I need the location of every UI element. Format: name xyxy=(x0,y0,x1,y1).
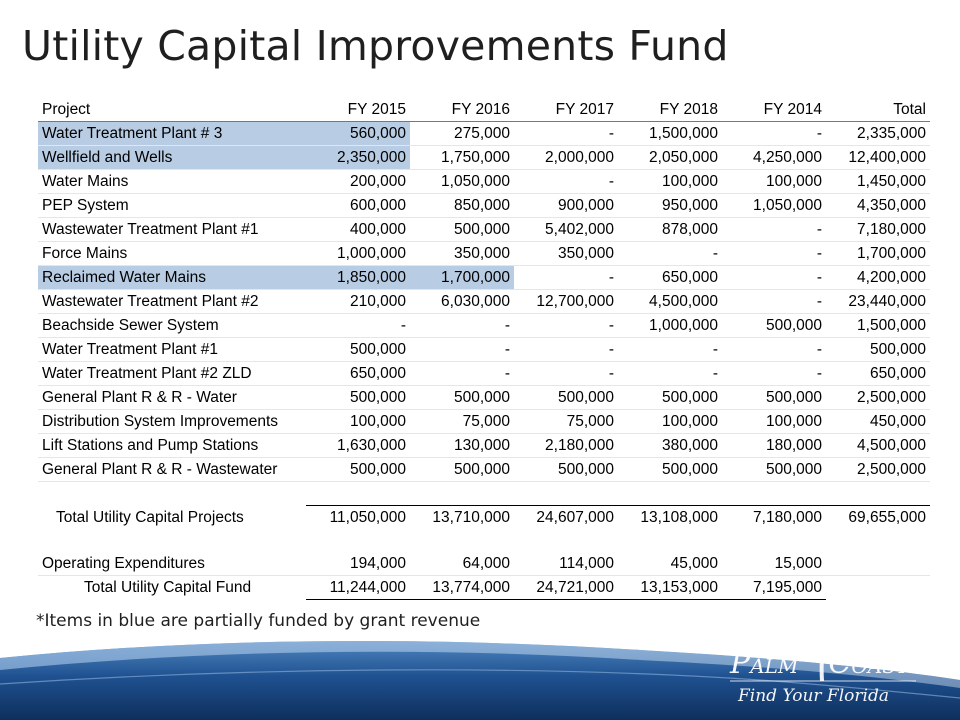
project-name: Water Mains xyxy=(38,170,306,194)
project-value-total: 500,000 xyxy=(826,338,930,362)
project-value-fy-2014: - xyxy=(722,266,826,290)
project-value-fy-2017: 900,000 xyxy=(514,194,618,218)
project-value-fy-2017: - xyxy=(514,122,618,146)
total-projects-label: Total Utility Capital Projects xyxy=(56,508,244,526)
col-header-fy2016: FY 2016 xyxy=(410,98,514,122)
operating-fy2015: 194,000 xyxy=(306,552,410,576)
palm-coast-logo xyxy=(716,585,936,715)
project-value-fy-2014: 500,000 xyxy=(722,458,826,482)
project-value-total: 1,450,000 xyxy=(826,170,930,194)
project-value-total: 7,180,000 xyxy=(826,218,930,242)
project-value-total: 1,700,000 xyxy=(826,242,930,266)
table-row xyxy=(38,362,930,386)
project-value-total: 1,500,000 xyxy=(826,314,930,338)
table-row xyxy=(38,434,930,458)
project-value-fy-2014: 180,000 xyxy=(722,434,826,458)
project-name: Distribution System Improvements xyxy=(38,410,306,434)
total-fund-fy2014: 7,195,000 xyxy=(722,576,826,600)
operating-fy2016: 64,000 xyxy=(410,552,514,576)
total-fund-fy2018: 13,153,000 xyxy=(618,576,722,600)
project-value-total: 12,400,000 xyxy=(826,146,930,170)
project-value-fy-2018: 100,000 xyxy=(618,170,722,194)
project-value-fy-2018: 1,000,000 xyxy=(618,314,722,338)
project-value-fy-2018: 2,050,000 xyxy=(618,146,722,170)
project-value-fy-2017: - xyxy=(514,362,618,386)
project-value-fy-2015: 500,000 xyxy=(306,386,410,410)
project-value-fy-2018: - xyxy=(618,338,722,362)
operating-fy2014: 15,000 xyxy=(722,552,826,576)
project-value-fy-2017: 5,402,000 xyxy=(514,218,618,242)
slide-title: Utility Capital Improvements Fund xyxy=(22,22,729,70)
project-value-fy-2017: 12,700,000 xyxy=(514,290,618,314)
project-value-total: 2,500,000 xyxy=(826,386,930,410)
project-value-fy-2014: - xyxy=(722,362,826,386)
project-value-fy-2014: 100,000 xyxy=(722,410,826,434)
spacer-row xyxy=(38,482,930,506)
project-value-fy-2015: - xyxy=(306,314,410,338)
project-value-fy-2015: 1,000,000 xyxy=(306,242,410,266)
table-row xyxy=(38,338,930,362)
project-value-fy-2018: 500,000 xyxy=(618,386,722,410)
project-value-fy-2016: 75,000 xyxy=(410,410,514,434)
table-row xyxy=(38,170,930,194)
total-projects-fy2015: 11,050,000 xyxy=(306,506,410,530)
project-value-fy-2015: 650,000 xyxy=(306,362,410,386)
project-value-fy-2017: 75,000 xyxy=(514,410,618,434)
project-value-fy-2014: 4,250,000 xyxy=(722,146,826,170)
project-value-fy-2018: - xyxy=(618,242,722,266)
project-value-fy-2016: - xyxy=(410,362,514,386)
total-projects-fy2014: 7,180,000 xyxy=(722,506,826,530)
operating-label: Operating Expenditures xyxy=(38,552,306,576)
total-fund-fy2016: 13,774,000 xyxy=(410,576,514,600)
project-value-fy-2015: 200,000 xyxy=(306,170,410,194)
grant-footnote: *Items in blue are partially funded by grant revenue xyxy=(36,611,481,631)
total-projects-row xyxy=(38,506,930,530)
project-value-fy-2014: - xyxy=(722,218,826,242)
project-value-fy-2017: 500,000 xyxy=(514,386,618,410)
table-row xyxy=(38,122,930,146)
project-value-fy-2015: 1,630,000 xyxy=(306,434,410,458)
project-value-fy-2015: 560,000 xyxy=(306,122,410,146)
project-name: Water Treatment Plant # 3 xyxy=(38,122,306,146)
project-value-fy-2016: 350,000 xyxy=(410,242,514,266)
header-row xyxy=(38,98,930,122)
project-value-total: 23,440,000 xyxy=(826,290,930,314)
project-value-fy-2015: 210,000 xyxy=(306,290,410,314)
col-header-project: Project xyxy=(38,98,306,122)
project-value-fy-2018: 380,000 xyxy=(618,434,722,458)
project-value-fy-2018: 500,000 xyxy=(618,458,722,482)
project-value-total: 4,500,000 xyxy=(826,434,930,458)
project-value-fy-2016: 6,030,000 xyxy=(410,290,514,314)
project-value-total: 2,500,000 xyxy=(826,458,930,482)
col-header-fy2015: FY 2015 xyxy=(306,98,410,122)
total-fund-label: Total Utility Capital Fund xyxy=(84,579,252,597)
table-row xyxy=(38,194,930,218)
project-name: Wellfield and Wells xyxy=(38,146,306,170)
table-row xyxy=(38,218,930,242)
project-value-fy-2015: 2,350,000 xyxy=(306,146,410,170)
project-value-fy-2017: - xyxy=(514,266,618,290)
spacer-row xyxy=(38,529,930,552)
total-projects-total: 69,655,000 xyxy=(826,506,930,530)
project-name: PEP System xyxy=(38,194,306,218)
project-value-fy-2017: - xyxy=(514,314,618,338)
project-value-total: 4,200,000 xyxy=(826,266,930,290)
project-value-fy-2016: - xyxy=(410,314,514,338)
operating-fy2018: 45,000 xyxy=(618,552,722,576)
total-projects-fy2018: 13,108,000 xyxy=(618,506,722,530)
project-value-fy-2014: - xyxy=(722,338,826,362)
project-value-fy-2017: - xyxy=(514,170,618,194)
project-value-fy-2017: 2,180,000 xyxy=(514,434,618,458)
col-header-fy2014: FY 2014 xyxy=(722,98,826,122)
project-name: Force Mains xyxy=(38,242,306,266)
logo-tagline: Find Your Florida xyxy=(738,686,889,706)
project-value-fy-2016: 1,750,000 xyxy=(410,146,514,170)
project-value-fy-2016: 850,000 xyxy=(410,194,514,218)
project-name: Water Treatment Plant #2 ZLD xyxy=(38,362,306,386)
project-value-fy-2014: - xyxy=(722,290,826,314)
project-name: Water Treatment Plant #1 xyxy=(38,338,306,362)
project-value-fy-2017: 2,000,000 xyxy=(514,146,618,170)
project-value-fy-2016: 130,000 xyxy=(410,434,514,458)
project-name: Lift Stations and Pump Stations xyxy=(38,434,306,458)
project-value-total: 650,000 xyxy=(826,362,930,386)
col-header-fy2017: FY 2017 xyxy=(514,98,618,122)
project-value-fy-2014: 500,000 xyxy=(722,386,826,410)
project-value-fy-2014: 1,050,000 xyxy=(722,194,826,218)
project-value-fy-2015: 500,000 xyxy=(306,458,410,482)
project-value-total: 2,335,000 xyxy=(826,122,930,146)
project-value-fy-2016: 275,000 xyxy=(410,122,514,146)
project-value-total: 4,350,000 xyxy=(826,194,930,218)
project-value-fy-2014: 500,000 xyxy=(722,314,826,338)
project-value-fy-2017: 350,000 xyxy=(514,242,618,266)
table-row xyxy=(38,146,930,170)
project-value-fy-2018: - xyxy=(618,362,722,386)
project-name: Wastewater Treatment Plant #1 xyxy=(38,218,306,242)
col-header-total: Total xyxy=(826,98,930,122)
project-name: General Plant R & R - Water xyxy=(38,386,306,410)
table-row xyxy=(38,290,930,314)
project-value-fy-2018: 4,500,000 xyxy=(618,290,722,314)
project-value-fy-2015: 500,000 xyxy=(306,338,410,362)
project-value-fy-2016: 1,050,000 xyxy=(410,170,514,194)
project-value-fy-2016: 500,000 xyxy=(410,218,514,242)
project-value-fy-2016: - xyxy=(410,338,514,362)
project-name: General Plant R & R - Wastewater xyxy=(38,458,306,482)
total-fund-fy2015: 11,244,000 xyxy=(306,576,410,600)
project-value-fy-2018: 950,000 xyxy=(618,194,722,218)
project-value-fy-2014: 100,000 xyxy=(722,170,826,194)
project-value-fy-2015: 400,000 xyxy=(306,218,410,242)
project-name: Beachside Sewer System xyxy=(38,314,306,338)
project-value-fy-2015: 1,850,000 xyxy=(306,266,410,290)
project-value-fy-2015: 600,000 xyxy=(306,194,410,218)
project-value-total: 450,000 xyxy=(826,410,930,434)
project-value-fy-2018: 878,000 xyxy=(618,218,722,242)
table-row xyxy=(38,314,930,338)
col-header-fy2018: FY 2018 xyxy=(618,98,722,122)
project-value-fy-2017: 500,000 xyxy=(514,458,618,482)
project-value-fy-2018: 1,500,000 xyxy=(618,122,722,146)
table-body xyxy=(38,122,930,600)
project-name: Wastewater Treatment Plant #2 xyxy=(38,290,306,314)
logo-text-palm-coast: PALM COAST xyxy=(730,646,910,681)
project-value-fy-2014: - xyxy=(722,242,826,266)
project-value-fy-2017: - xyxy=(514,338,618,362)
table-row xyxy=(38,410,930,434)
project-value-fy-2016: 1,700,000 xyxy=(410,266,514,290)
project-value-fy-2018: 100,000 xyxy=(618,410,722,434)
project-value-fy-2015: 100,000 xyxy=(306,410,410,434)
total-projects-fy2017: 24,607,000 xyxy=(514,506,618,530)
capital-fund-table xyxy=(38,98,930,600)
total-projects-fy2016: 13,710,000 xyxy=(410,506,514,530)
operating-total-empty xyxy=(826,552,930,576)
project-value-fy-2018: 650,000 xyxy=(618,266,722,290)
total-fund-fy2017: 24,721,000 xyxy=(514,576,618,600)
operating-fy2017: 114,000 xyxy=(514,552,618,576)
operating-row xyxy=(38,552,930,576)
project-name: Reclaimed Water Mains xyxy=(38,266,306,290)
table-row xyxy=(38,242,930,266)
project-value-fy-2014: - xyxy=(722,122,826,146)
project-value-fy-2016: 500,000 xyxy=(410,458,514,482)
table-row xyxy=(38,386,930,410)
table-row xyxy=(38,458,930,482)
project-value-fy-2016: 500,000 xyxy=(410,386,514,410)
table-row xyxy=(38,266,930,290)
